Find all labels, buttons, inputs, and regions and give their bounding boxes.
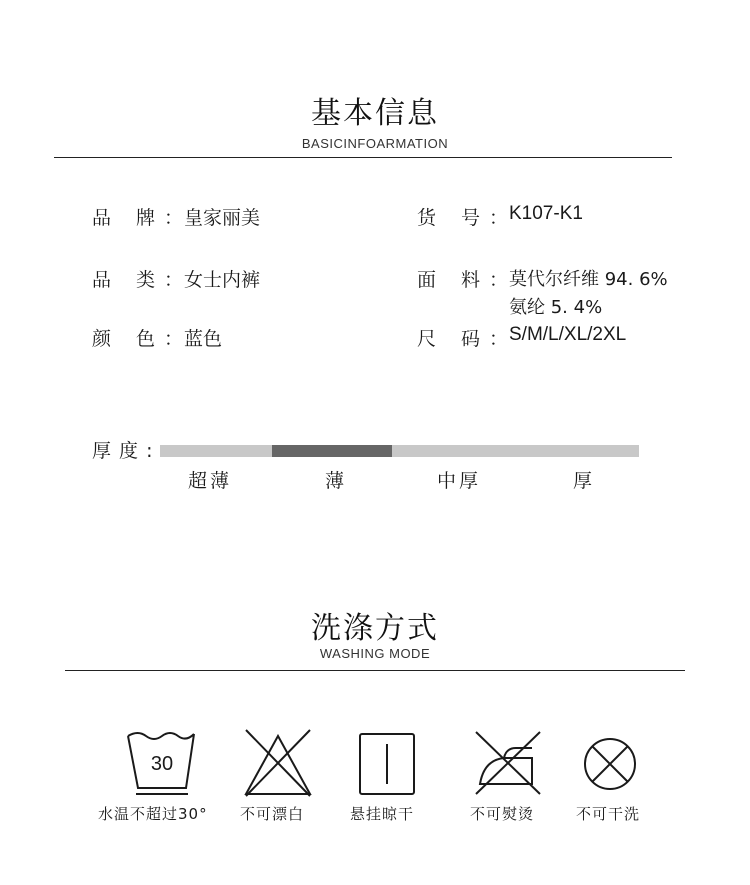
field-value: 莫代尔纤维 94. 6%: [509, 269, 668, 290]
thickness-level: 中厚: [437, 470, 482, 492]
field-value-secondary: 氨纶 5. 4%: [509, 297, 603, 318]
field-label: 面: [417, 269, 437, 291]
icon-label: 不可漂白: [240, 805, 305, 823]
field-label: 品: [92, 269, 112, 291]
field-label: 尺: [417, 328, 437, 350]
field-colon: ：: [489, 328, 509, 350]
field-label: 码: [461, 328, 481, 350]
field-label: 色: [136, 328, 156, 350]
no-bleach-icon: [240, 728, 316, 800]
hang-dry-icon: [350, 728, 426, 800]
field-colon: ：: [489, 269, 509, 291]
no-dry-clean-icon: [572, 728, 648, 800]
field-label: 牌: [136, 207, 156, 229]
field-value: 蓝色: [184, 328, 223, 350]
thickness-label: 厚 度 :: [92, 440, 154, 462]
field-value: K107-K1: [509, 203, 583, 224]
thickness-segment: [392, 445, 639, 457]
wash-30-icon: [124, 728, 200, 800]
field-label: 类: [136, 269, 156, 291]
icon-label: 不可熨烫: [470, 805, 535, 823]
thickness-segment: [160, 445, 272, 457]
thickness-level: 厚: [573, 470, 596, 492]
field-value: S/M/L/XL/2XL: [509, 324, 627, 345]
icon-label: 悬挂晾干: [350, 805, 415, 823]
no-iron-icon: [470, 728, 546, 800]
thickness-segment-selected: [272, 445, 392, 457]
field-label: 号: [461, 207, 481, 229]
field-colon: ：: [164, 269, 184, 291]
divider: [54, 157, 672, 158]
field-label: 品: [92, 207, 112, 229]
icon-label: 水温不超过30°: [98, 805, 208, 823]
basic-info-subtitle: BASICINFOARMATION: [301, 136, 449, 151]
washing-subtitle: WASHING MODE: [319, 646, 431, 661]
field-label: 颜: [92, 328, 112, 350]
field-label: 货: [417, 207, 437, 229]
field-value: 女士内裤: [184, 269, 261, 291]
washing-title: 洗涤方式: [311, 611, 439, 646]
thickness-level-selected: 薄: [325, 470, 348, 492]
field-colon: ：: [489, 207, 509, 229]
basic-info-title: 基本信息: [311, 96, 439, 131]
icon-label: 不可干洗: [576, 805, 641, 823]
wash-temperature: 30: [150, 753, 174, 775]
field-label: 料: [461, 269, 481, 291]
divider: [65, 670, 685, 671]
field-colon: ：: [164, 207, 184, 229]
field-value: 皇家丽美: [184, 207, 261, 229]
thickness-level: 超薄: [188, 470, 233, 492]
field-colon: ：: [164, 328, 184, 350]
